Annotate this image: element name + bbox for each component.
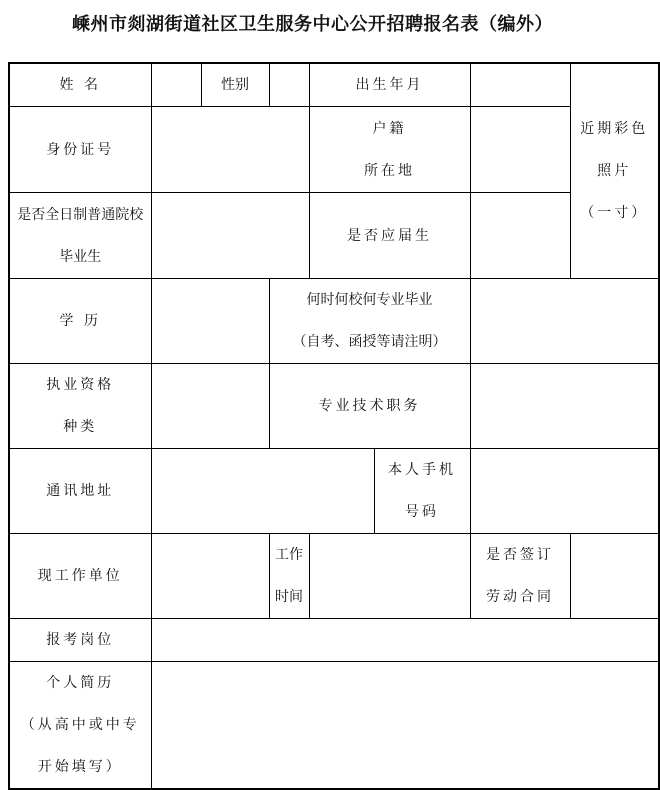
photo-label-line1: 近期彩色 <box>580 121 649 137</box>
employer-input[interactable] <box>151 534 269 619</box>
birth-label: 出生年月 <box>309 63 470 107</box>
contract-input[interactable] <box>570 534 659 619</box>
id-number-input[interactable] <box>151 107 309 193</box>
employer-label: 现工作单位 <box>9 534 151 619</box>
name-label: 姓 名 <box>9 63 151 107</box>
contract-label: 是否签订 劳动合同 <box>470 534 570 619</box>
phone-input[interactable] <box>470 449 659 534</box>
tech-title-input[interactable] <box>470 364 659 449</box>
address-input[interactable] <box>151 449 374 534</box>
gender-input[interactable] <box>269 63 309 107</box>
hukou-input[interactable] <box>470 107 570 193</box>
education-input[interactable] <box>151 279 269 364</box>
graduation-input[interactable] <box>470 279 659 364</box>
photo-label-line3: （一寸） <box>580 205 649 221</box>
license-label: 执业资格 种类 <box>9 364 151 449</box>
resume-input[interactable] <box>151 662 659 790</box>
fresh-grad-input[interactable] <box>470 193 570 279</box>
position-input[interactable] <box>151 619 659 662</box>
photo-box[interactable] <box>570 63 659 279</box>
work-time-label: 工作 时间 <box>269 534 309 619</box>
resume-label: 个人简历 （从高中或中专 开始填写） <box>9 662 151 790</box>
fulltime-input[interactable] <box>151 193 309 279</box>
application-form-table <box>8 62 660 790</box>
id-number-label: 身份证号 <box>9 107 151 193</box>
license-input[interactable] <box>151 364 269 449</box>
phone-label: 本人手机 号码 <box>374 449 470 534</box>
address-label: 通讯地址 <box>9 449 151 534</box>
fresh-grad-label: 是否应届生 <box>309 193 470 279</box>
work-time-input[interactable] <box>309 534 470 619</box>
position-label: 报考岗位 <box>9 619 151 662</box>
birth-input[interactable] <box>470 63 570 107</box>
graduation-label: 何时何校何专业毕业 （自考、函授等请注明） <box>269 279 470 364</box>
hukou-label: 户籍 所在地 <box>309 107 470 193</box>
name-input[interactable] <box>151 63 201 107</box>
education-label: 学 历 <box>9 279 151 364</box>
gender-label: 性别 <box>201 63 269 107</box>
tech-title-label: 专业技术职务 <box>269 364 470 449</box>
photo-label-line2: 照片 <box>597 163 632 179</box>
form-title: 嵊州市剡湖街道社区卫生服务中心公开招聘报名表（编外） <box>72 14 553 35</box>
fulltime-label: 是否全日制普通院校 毕业生 <box>9 193 151 279</box>
